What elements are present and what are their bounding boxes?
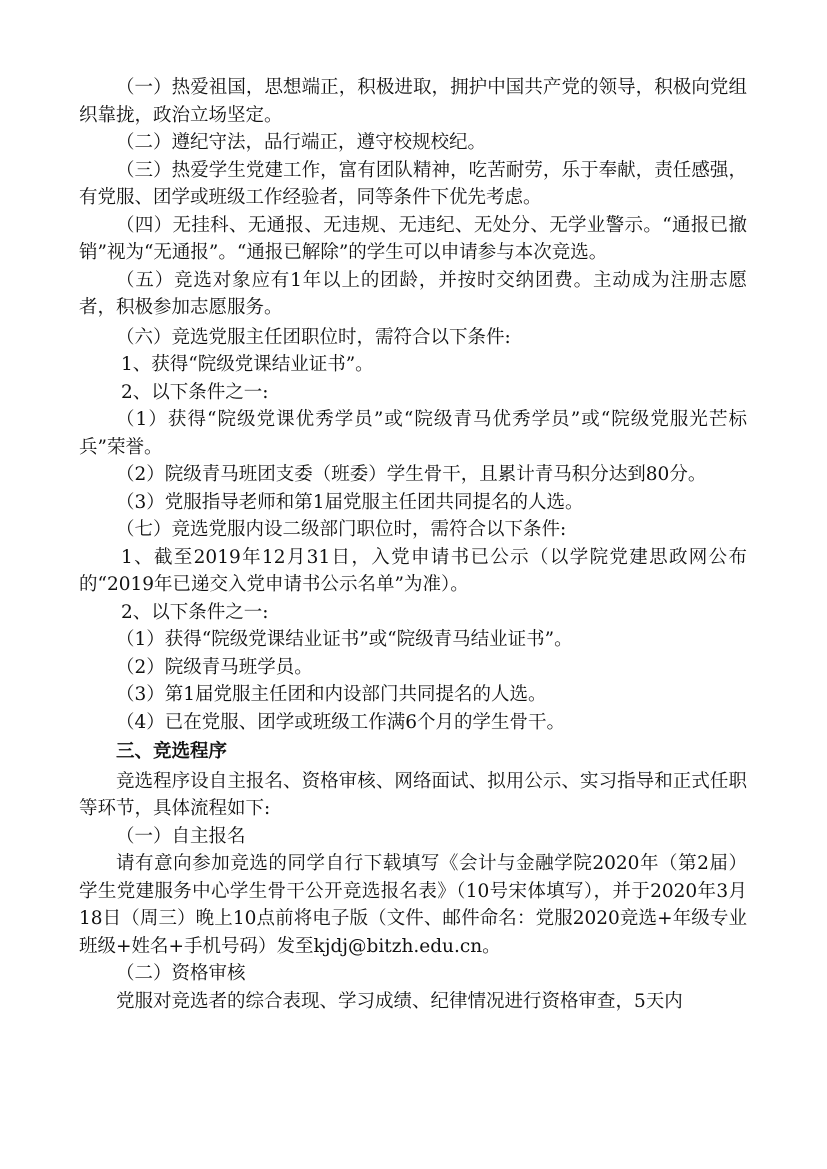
- criterion-2: （二）遵纪守法，品行端正，遵守校规校纪。: [116, 132, 487, 153]
- criterion-7: （七）竞选党服内设二级部门职位时，需符合以下条件:: [116, 519, 567, 540]
- step-1-title: （一）自主报名: [116, 825, 246, 847]
- criterion-7-sub-3: （3）第1届党服主任团和内设部门共同提名的人选。: [116, 684, 547, 705]
- criterion-5: （五）竞选对象应有1年以上的团龄，并按时交纳团费。主动成为注册志愿者，积极参加志愿服务。: [79, 269, 747, 318]
- document-page: [79, 74, 747, 1015]
- step-1-text: 请有意向参加竞选的同学自行下载填写《会计与金融学院2020年（第2届）学生党建服务中心学生骨干公开竞选报名表》（10号宋体填写），并于2020年3月18日（周三）晚上10点前将电子版（文件、邮件命名：党服2020竞选+年级专业班级+姓名+手机号码）发至kjdj@bitzh.edu.cn。: [79, 853, 747, 957]
- section-heading: 三、竞选程序: [116, 741, 228, 762]
- criterion-6-item-1: 1、获得“院级党课结业证书”。: [121, 354, 374, 375]
- step-2-text: 党服对竞选者的综合表现、学习成绩、纪律情况进行资格审查，5天内: [116, 990, 683, 1012]
- criterion-7-sub-1: （1）获得“院级党课结业证书”或“院级青马结业证书”。: [116, 629, 573, 650]
- criterion-3: （三）热爱学生党建工作，富有团队精神，吃苦耐劳，乐于奉献，责任感强，有党服、团学或班级工作经验者，同等条件下优先考虑。: [79, 159, 747, 208]
- criterion-6-sub-3: （3）党服指导老师和第1届党服主任团共同提名的人选。: [116, 491, 584, 513]
- criterion-7-sub-4: （4）已在党服、团学或班级工作满6个月的学生骨干。: [116, 711, 566, 733]
- criterion-6-sub-2: （2）院级青马班团支委（班委）学生骨干，且累计青马积分达到80分。: [116, 464, 707, 485]
- criterion-1: （一）热爱祖国，思想端正，积极进取，拥护中国共产党的领导，积极向党组织靠拢，政治立场坚定。: [79, 77, 747, 126]
- criterion-6: （六）竞选党服主任团职位时，需符合以下条件:: [116, 326, 511, 348]
- criterion-7-item-2: 2、以下条件之一:: [121, 601, 269, 623]
- criterion-7-item-1: 1、截至2019年12月31日，入党申请书已公示（以学院党建思政网公布的“2019年已递交入党申请书公示名单”为准）。: [79, 546, 747, 595]
- criterion-4: （四）无挂科、无通报、无违规、无违纪、无处分、无学业警示。“通报已撤销”视为“无通报”。“通报已解除”的学生可以申请参与本次竞选。: [79, 214, 747, 263]
- section-intro: 竞选程序设自主报名、资格审核、网络面试、拟用公示、实习指导和正式任职等环节，具体流程如下:: [79, 770, 747, 819]
- criterion-6-item-2: 2、以下条件之一:: [121, 381, 269, 403]
- criterion-7-sub-2: （2）院级青马班学员。: [116, 656, 313, 678]
- criterion-6-sub-1: （1）获得“院级党课优秀学员”或“院级青马优秀学员”或“院级党服光芒标兵”荣誉。: [79, 409, 747, 458]
- step-2-title: （二）资格审核: [116, 963, 246, 984]
